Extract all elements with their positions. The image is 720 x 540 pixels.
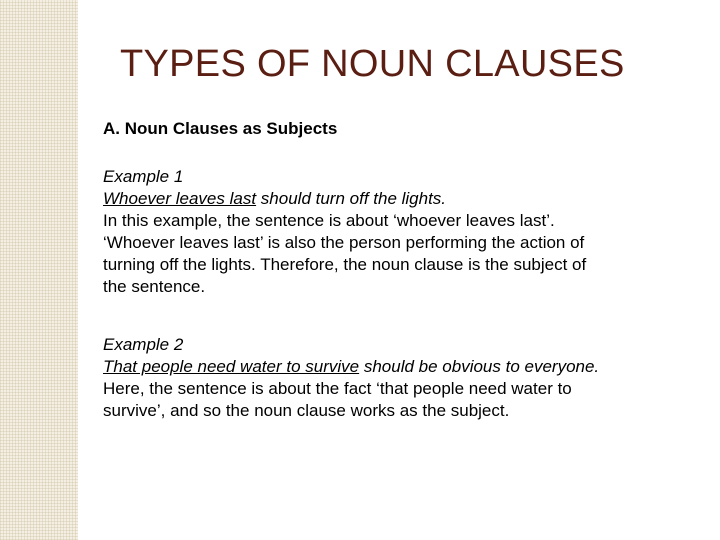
example-2-noun-clause: That people need water to survive xyxy=(103,357,360,376)
example-1-heading: Example 1 xyxy=(103,167,184,186)
section-subtitle: A. Noun Clauses as Subjects xyxy=(103,119,338,138)
slide-title: TYPES OF NOUN CLAUSES xyxy=(120,43,625,85)
example-1-noun-clause: Whoever leaves last xyxy=(103,189,257,208)
example-1-explanation-line: ‘Whoever leaves last’ is also the person performing the action of xyxy=(103,233,585,252)
example-1-explanation-line: turning off the lights. Therefore, the noun clause is the subject of xyxy=(103,255,587,274)
example-2-explanation-line: survive’, and so the noun clause works as the subject. xyxy=(103,401,510,420)
example-2-heading: Example 2 xyxy=(103,335,184,354)
example-2-explanation-line: Here, the sentence is about the fact ‘that people need water to xyxy=(103,379,572,398)
example-1-sentence xyxy=(103,188,703,210)
example-1-sentence-rest: should turn off the lights. xyxy=(256,189,447,208)
example-2-sentence-rest: should be obvious to everyone. xyxy=(359,357,600,376)
example-2-block xyxy=(103,334,703,422)
example-1-explanation-line: the sentence. xyxy=(103,277,206,296)
example-2-sentence xyxy=(103,356,703,378)
decorative-side-band xyxy=(0,0,78,540)
example-1-explanation-line: In this example, the sentence is about ‘whoever leaves last’. xyxy=(103,211,555,230)
example-1-block xyxy=(103,166,703,298)
